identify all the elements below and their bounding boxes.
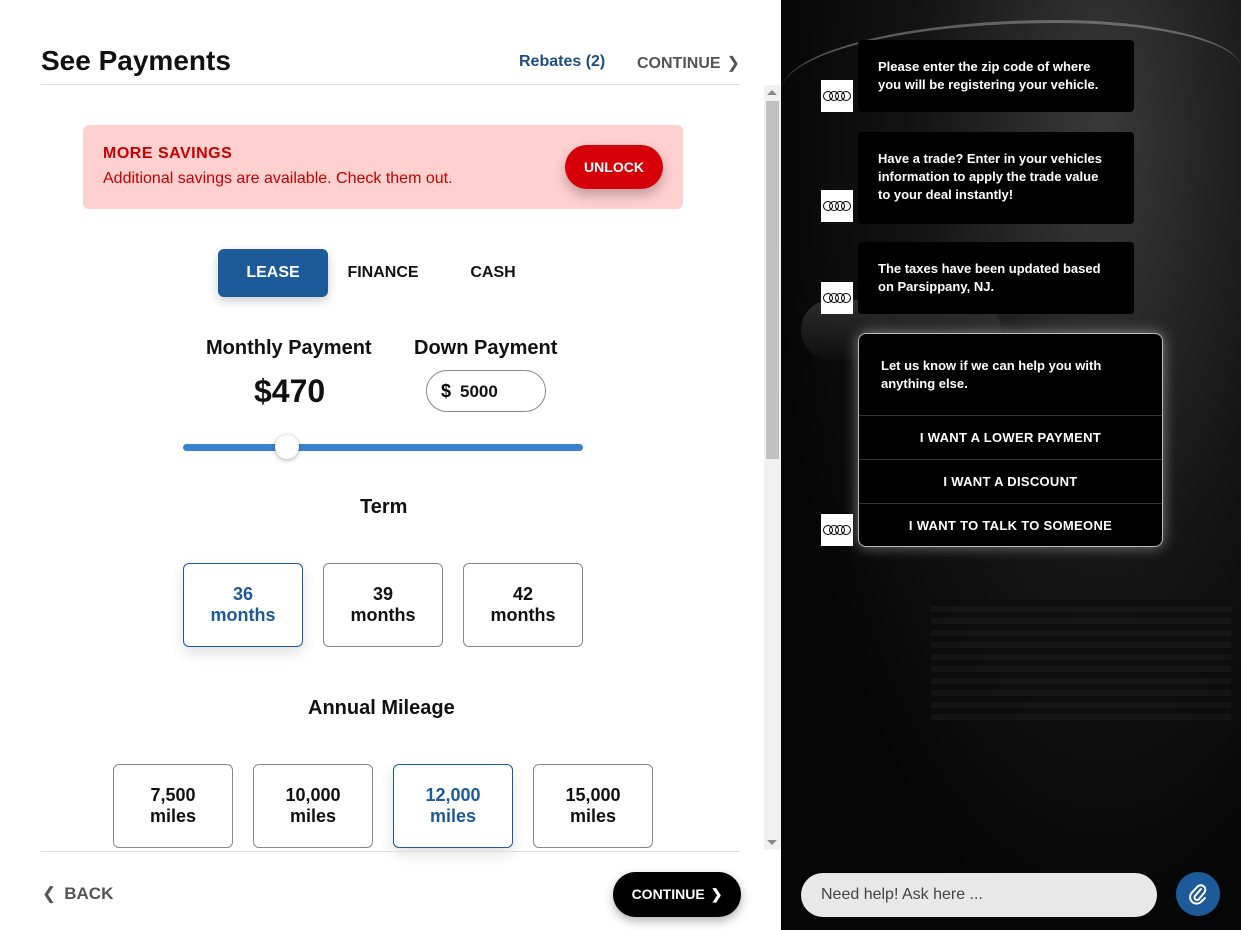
footer-divider	[41, 851, 741, 852]
chevron-right-icon: ❯	[726, 55, 740, 72]
continue-button-label: CONTINUE	[631, 886, 705, 902]
mileage-option-12000[interactable]	[393, 764, 513, 848]
currency-symbol: $	[441, 381, 452, 401]
mileage-option-10000[interactable]	[253, 764, 373, 848]
term-option-42[interactable]	[463, 563, 583, 647]
payment-slider[interactable]	[183, 444, 583, 451]
mileage-unit: miles	[289, 806, 337, 826]
term-num: 39	[372, 584, 394, 604]
scroll-thumb[interactable]	[766, 101, 779, 459]
mileage-num: 12,000	[425, 785, 481, 805]
mileage-unit: miles	[429, 806, 477, 826]
slider-handle[interactable]	[275, 435, 299, 459]
brand-rings-icon	[821, 514, 853, 546]
mileage-label: Annual Mileage	[308, 697, 455, 719]
page-title: See Payments	[41, 45, 231, 76]
term-option-36[interactable]	[183, 563, 303, 647]
chat-input[interactable]	[801, 873, 1157, 917]
mileage-num: 7,500	[150, 785, 196, 805]
mileage-unit: miles	[569, 806, 617, 826]
scrollbar[interactable]	[764, 85, 781, 850]
chat-message: The taxes have been updated based on Parsippany, NJ.	[858, 242, 1134, 314]
unlock-button[interactable]: UNLOCK	[565, 145, 663, 189]
paperclip-icon	[1188, 883, 1208, 905]
down-payment-input[interactable]	[426, 370, 546, 412]
monthly-payment-label: Monthly Payment	[206, 337, 372, 359]
down-payment-label: Down Payment	[414, 337, 558, 359]
continue-link-label: CONTINUE	[637, 55, 721, 72]
mileage-option-7500[interactable]	[113, 764, 233, 848]
continue-button[interactable]	[613, 872, 741, 917]
chevron-right-icon: ❯	[710, 886, 723, 902]
term-num: 36	[232, 584, 254, 604]
help-card	[858, 333, 1163, 547]
mileage-unit: miles	[149, 806, 197, 826]
term-label: Term	[360, 496, 408, 518]
tab-lease[interactable]: LEASE	[218, 249, 328, 297]
scroll-up-arrow[interactable]	[767, 90, 777, 95]
brand-rings-icon	[821, 80, 853, 112]
monthly-payment-value: $470	[254, 373, 326, 409]
mileage-num: 15,000	[565, 785, 621, 805]
quick-reply-discount[interactable]: I WANT A DISCOUNT	[859, 459, 1162, 503]
back-button[interactable]	[42, 884, 113, 904]
background-car-grille	[931, 600, 1231, 720]
brand-rings-icon	[821, 190, 853, 222]
term-unit: months	[350, 605, 416, 625]
attach-button[interactable]	[1176, 872, 1220, 916]
savings-title: MORE SAVINGS	[103, 145, 233, 162]
back-label: BACK	[64, 884, 114, 903]
brand-rings-icon	[821, 282, 853, 314]
savings-text: Additional savings are available. Check them out.	[103, 170, 453, 187]
continue-link[interactable]	[637, 53, 740, 73]
help-text: Let us know if we can help you with anything else.	[881, 358, 1102, 391]
quick-reply-lower-payment[interactable]: I WANT A LOWER PAYMENT	[859, 415, 1162, 459]
quick-reply-talk-to-someone[interactable]: I WANT TO TALK TO SOMEONE	[859, 503, 1162, 547]
term-unit: months	[490, 605, 556, 625]
mileage-num: 10,000	[285, 785, 341, 805]
chevron-left-icon: ❮	[42, 884, 57, 903]
tab-finance[interactable]: FINANCE	[347, 264, 419, 281]
chat-message: Have a trade? Enter in your vehicles information to apply the trade value to your deal instantly!	[858, 132, 1134, 224]
term-option-39[interactable]	[323, 563, 443, 647]
payments-header	[41, 40, 741, 85]
term-unit: months	[210, 605, 276, 625]
mileage-option-15000[interactable]	[533, 764, 653, 848]
tab-cash[interactable]: CASH	[470, 264, 516, 281]
chat-message: Please enter the zip code of where you will be registering your vehicle.	[858, 40, 1134, 112]
savings-banner	[83, 125, 683, 209]
down-payment-value: 5000	[460, 382, 498, 401]
chat-panel	[781, 0, 1241, 930]
rebates-link[interactable]: Rebates (2)	[519, 53, 606, 70]
scroll-down-arrow[interactable]	[767, 840, 777, 845]
term-num: 42	[512, 584, 534, 604]
